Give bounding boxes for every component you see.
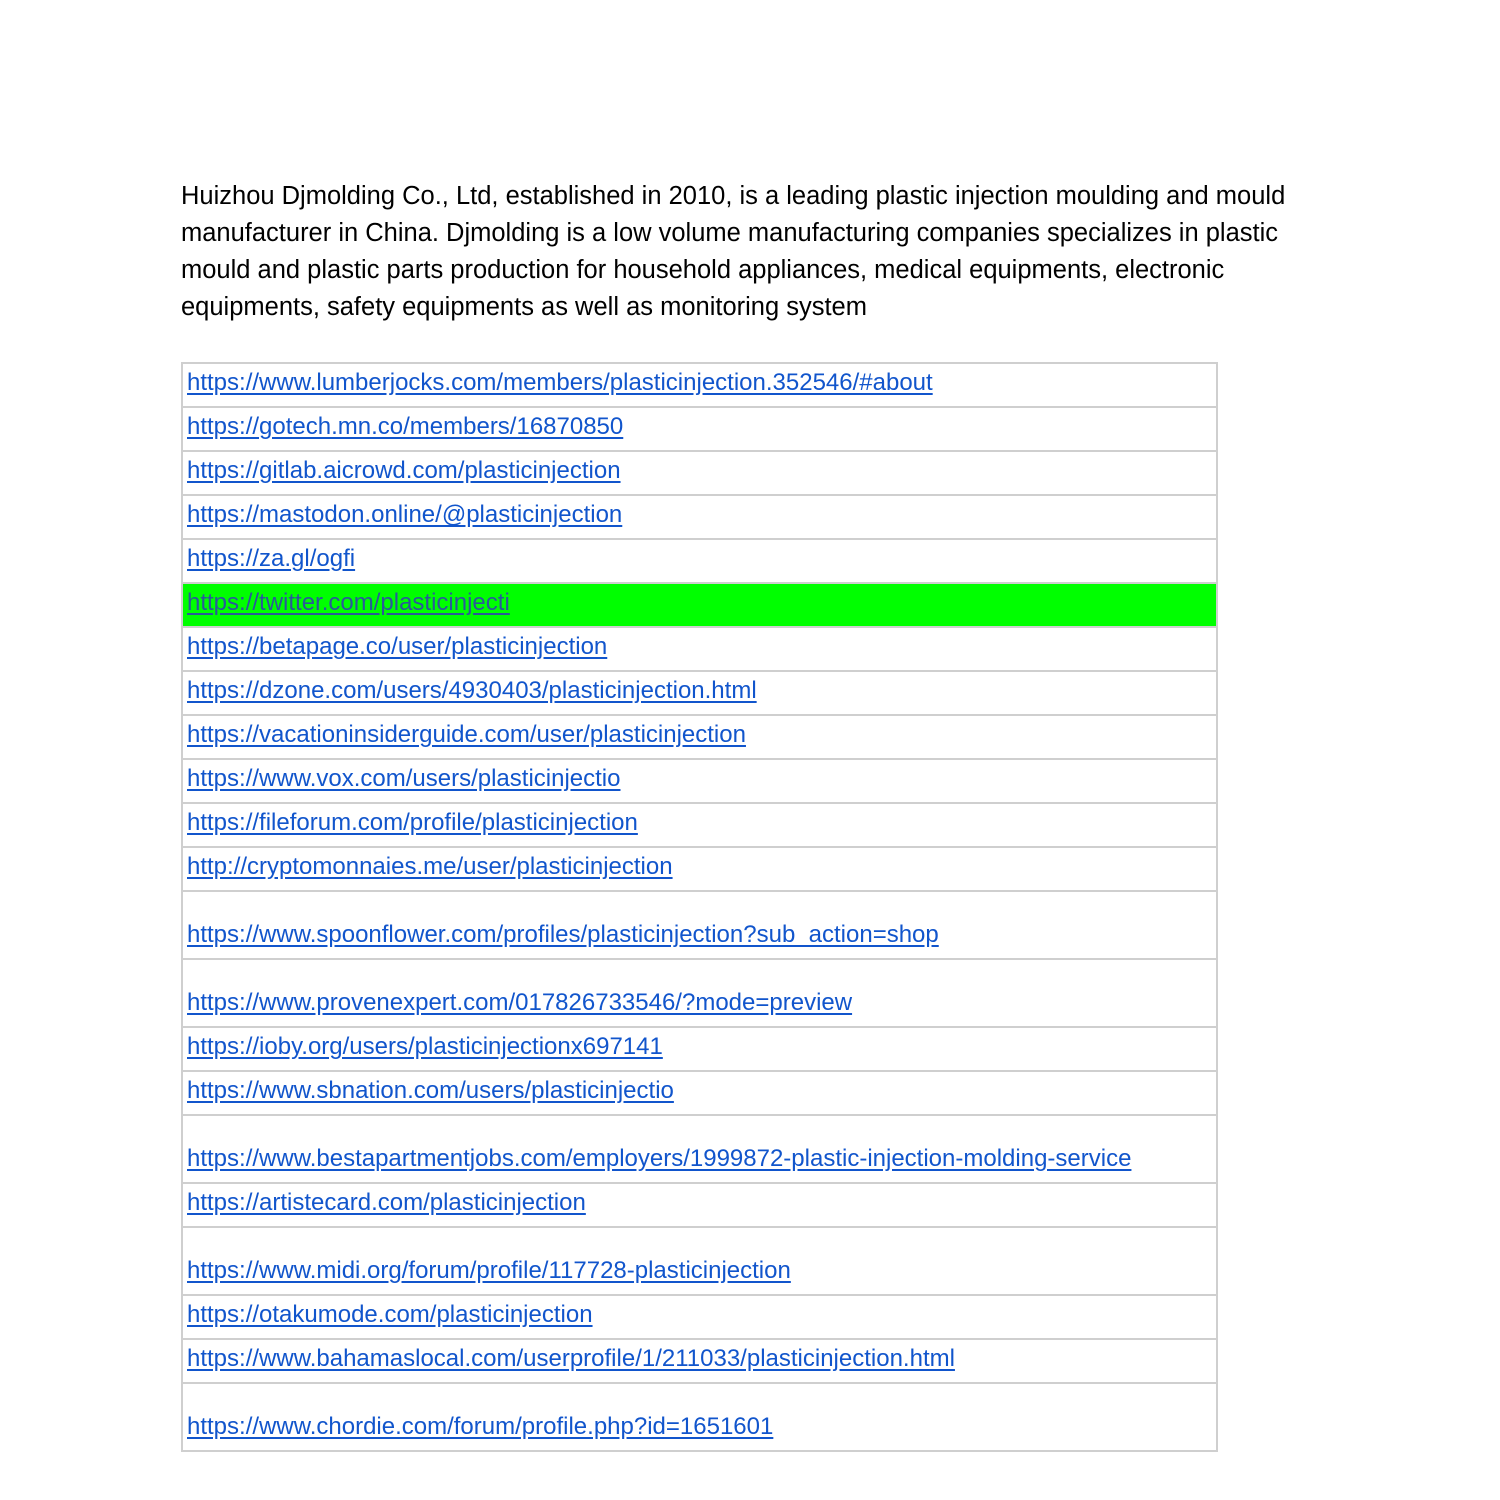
profile-link[interactable]: https://www.chordie.com/forum/profile.php?id=1651601 — [187, 1413, 774, 1440]
table-row — [182, 1071, 1217, 1115]
table-row — [182, 759, 1217, 803]
profile-link[interactable]: https://www.vox.com/users/plasticinjectio — [187, 765, 621, 792]
table-row — [182, 407, 1217, 451]
table-row-highlighted — [182, 583, 1217, 627]
table-cell — [182, 627, 1217, 671]
table-cell — [182, 671, 1217, 715]
profile-link[interactable]: https://gotech.mn.co/members/16870850 — [187, 413, 624, 440]
profile-link[interactable]: https://fileforum.com/profile/plasticinjection — [187, 809, 638, 836]
profile-link[interactable]: https://gitlab.aicrowd.com/plasticinjection — [187, 457, 621, 484]
profile-link[interactable]: https://otakumode.com/plasticinjection — [187, 1301, 593, 1328]
table-cell — [182, 891, 1217, 959]
table-row — [182, 1339, 1217, 1383]
profile-link[interactable]: https://mastodon.online/@plasticinjection — [187, 501, 623, 528]
table-cell — [182, 803, 1217, 847]
table-cell — [182, 1339, 1217, 1383]
table-row — [182, 1027, 1217, 1071]
table-cell — [182, 539, 1217, 583]
table-row — [182, 363, 1217, 407]
profile-link[interactable]: https://www.spoonflower.com/profiles/plasticinjection?sub_action=shop — [187, 921, 939, 948]
table-cell — [182, 959, 1217, 1027]
profile-link[interactable]: https://vacationinsiderguide.com/user/plasticinjection — [187, 721, 746, 748]
table-row — [182, 847, 1217, 891]
table-row — [182, 1383, 1217, 1451]
table-cell — [182, 847, 1217, 891]
profile-link[interactable]: https://betapage.co/user/plasticinjection — [187, 633, 608, 660]
table-row — [182, 1115, 1217, 1183]
profile-link[interactable]: https://ioby.org/users/plasticinjectionx697141 — [187, 1033, 663, 1060]
table-row — [182, 1227, 1217, 1295]
table-row — [182, 959, 1217, 1027]
table-cell — [182, 1115, 1217, 1183]
table-row — [182, 803, 1217, 847]
table-cell — [182, 1027, 1217, 1071]
profile-link[interactable]: https://www.provenexpert.com/017826733546/?mode=preview — [187, 989, 853, 1016]
links-table — [181, 362, 1218, 1452]
profile-link[interactable]: https://www.midi.org/forum/profile/117728-plasticinjection — [187, 1257, 791, 1284]
table-cell — [182, 1383, 1217, 1451]
table-cell — [182, 1071, 1217, 1115]
profile-link[interactable]: https://www.bahamaslocal.com/userprofile/1/211033/plasticinjection.html — [187, 1345, 955, 1372]
profile-link[interactable]: http://cryptomonnaies.me/user/plasticinjection — [187, 853, 673, 880]
table-row — [182, 1183, 1217, 1227]
table-row — [182, 539, 1217, 583]
table-cell — [182, 451, 1217, 495]
table-cell — [182, 715, 1217, 759]
table-row — [182, 715, 1217, 759]
table-cell — [182, 583, 1217, 627]
table-row — [182, 891, 1217, 959]
profile-link[interactable]: https://www.sbnation.com/users/plasticinjectio — [187, 1077, 674, 1104]
profile-link[interactable]: https://artistecard.com/plasticinjection — [187, 1189, 586, 1216]
profile-link[interactable]: https://twitter.com/plasticinjecti — [187, 589, 510, 616]
table-row — [182, 627, 1217, 671]
table-cell — [182, 363, 1217, 407]
table-cell — [182, 759, 1217, 803]
profile-link[interactable]: https://www.lumberjocks.com/members/plasticinjection.352546/#about — [187, 369, 933, 396]
table-cell — [182, 1295, 1217, 1339]
table-row — [182, 671, 1217, 715]
table-row — [182, 1295, 1217, 1339]
table-row — [182, 451, 1217, 495]
table-cell — [182, 407, 1217, 451]
table-row — [182, 495, 1217, 539]
profile-link[interactable]: https://www.bestapartmentjobs.com/employers/1999872-plastic-injection-molding-service — [187, 1145, 1132, 1172]
table-cell — [182, 1183, 1217, 1227]
profile-link[interactable]: https://dzone.com/users/4930403/plasticinjection.html — [187, 677, 757, 704]
table-cell — [182, 1227, 1217, 1295]
intro-paragraph: Huizhou Djmolding Co., Ltd, established in 2010, is a leading plastic injection moulding and mould manufacturer in China. Djmolding is a low volume manufacturing companies specializes in plastic mould and plastic parts production for household appliances, medical equipments, electronic equipments, safety equipments as well as monitoring system — [181, 182, 1286, 321]
profile-link[interactable]: https://za.gl/ogfi — [187, 545, 356, 572]
table-cell — [182, 495, 1217, 539]
